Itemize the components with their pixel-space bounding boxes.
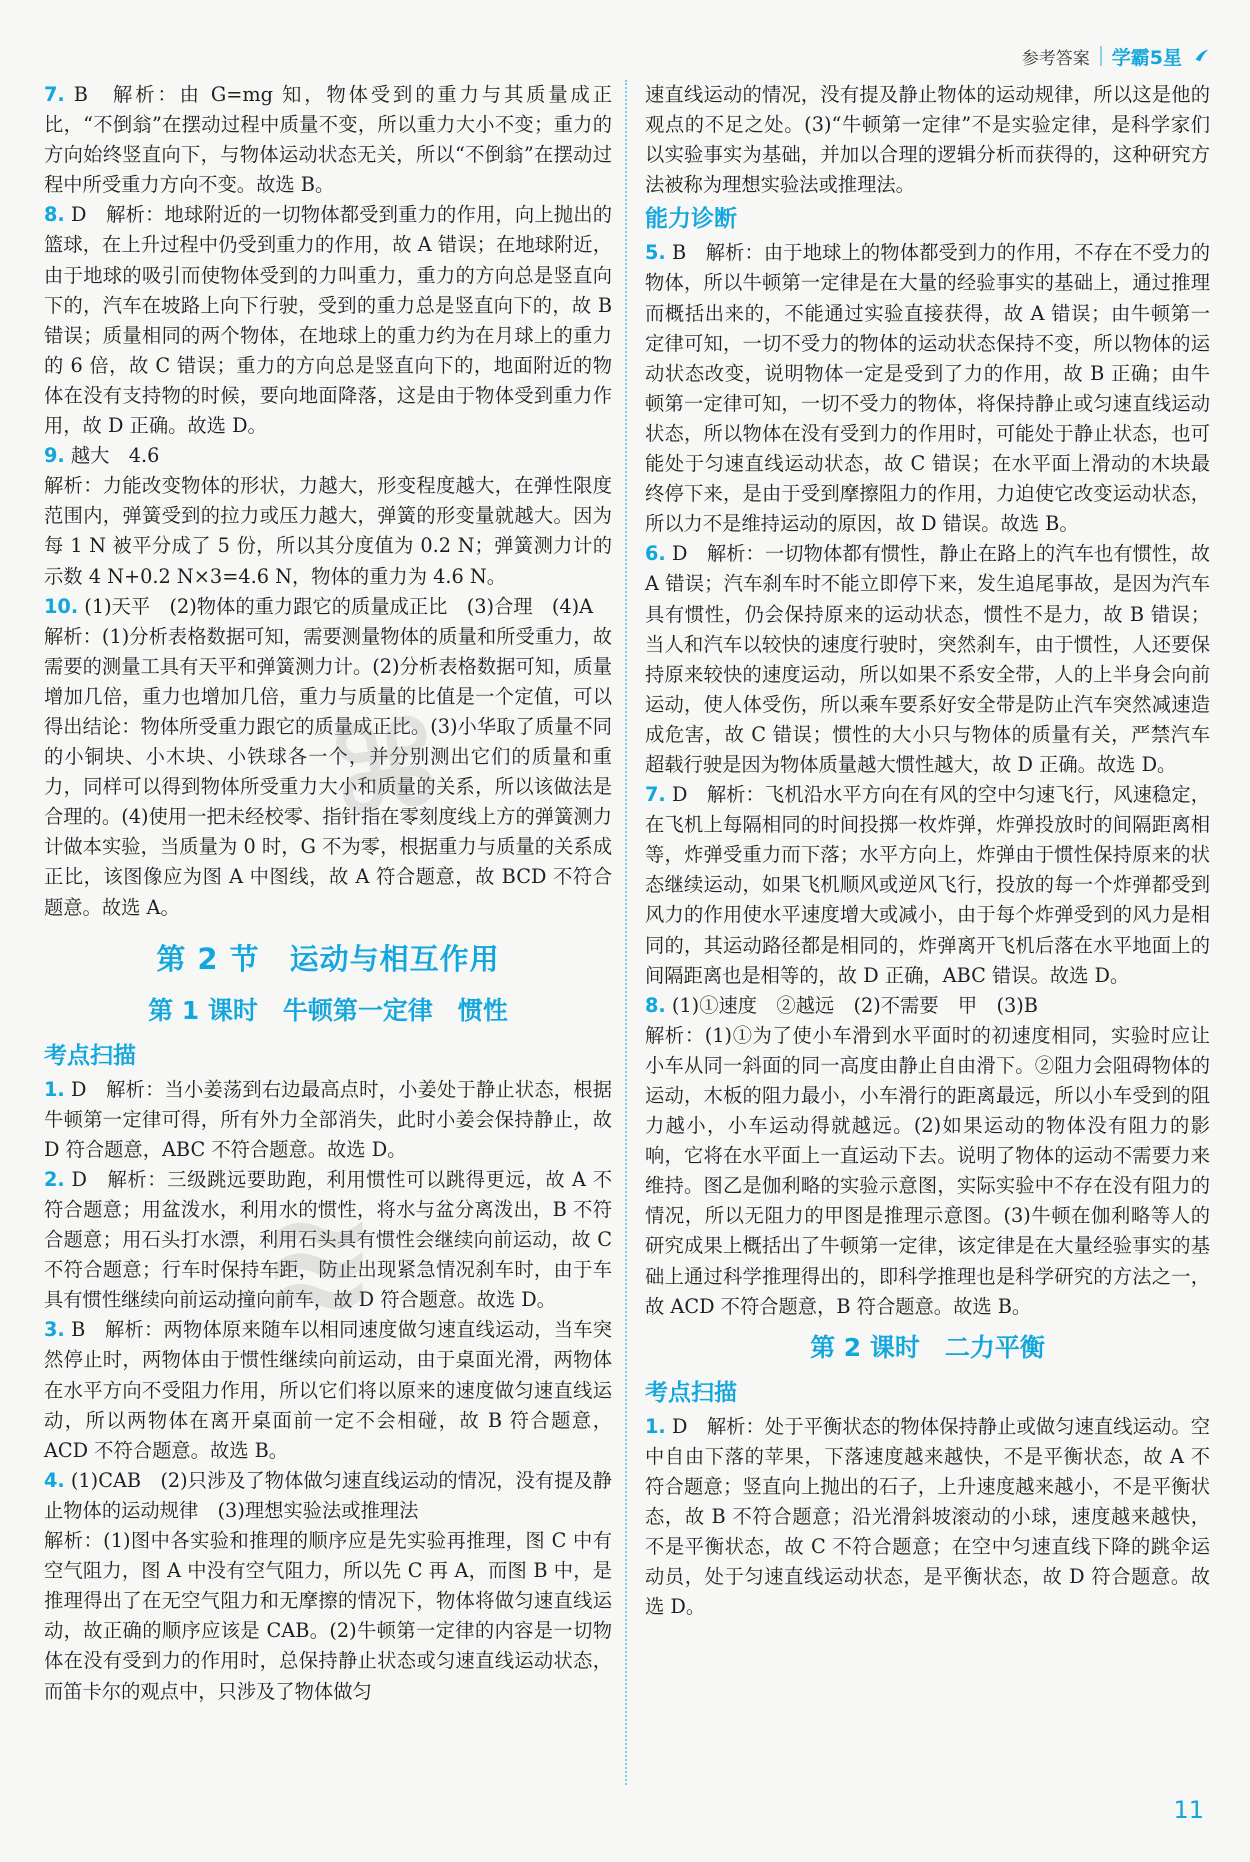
watermark-logo: ≋ — [260, 1180, 378, 1343]
answer-item — [645, 991, 1210, 1021]
answer-text: 速直线运动的情况，没有提及静止物体的运动规律，所以这是他的观点的不足之处。(3)“牛顿第一定律”不是实验定律，是科学家们以实验事实为基础，并加以合理的逻辑分析而获得的，这种研究方法被称为理想实验法或推理法。 — [645, 83, 1210, 197]
answer-item — [44, 1315, 612, 1465]
column-divider — [625, 80, 627, 1785]
page-number: 11 — [1173, 1796, 1204, 1824]
subheading-kaodian-1: 考点扫描 — [44, 1042, 136, 1069]
answer-text: 解析：(1)①为了使小车滑到水平面时的初速度相同，实验时应让小车从同一斜面的同一高度由静止自由滑下。②阻力会阻碍物体的运动，木板的阻力最小，小车滑行的距离最远，所以小车受到的阻力越小，小车运动得就越远。(2)如果运动的物体没有阻力的影响，它将在水平面上一直运动下去。说明了物体的运动不需要力来维持。图乙是伽利略的实验示意图，实际实验中不存在没有阻力的情况，所以无阻力的甲图是推理示意图。(3)牛顿在伽利略等人的研究成果上概括出了牛顿第一定律，该定律是在大量经验事实的基础上通过科学推理得出的，即科学推理也是科学研究的方法之一，故 ACD 不符合题意，B 符合题意。故选 B。 — [645, 1023, 1210, 1318]
answer-text: (1)CAB (2)只涉及了物体做匀速直线运动的情况，没有提及静止物体的运动规律 (3)理想实验法或推理法 — [44, 1468, 612, 1522]
question-number: 8. — [645, 993, 666, 1017]
question-number: 10. — [44, 594, 79, 618]
question-number: 7. — [645, 783, 666, 807]
answer-text: D 解析：处于平衡状态的物体保持静止或做匀速直线运动。空中自由下落的苹果，下落速度越来越快，不是平衡状态，故 A 不符合题意；竖直向上抛出的石子，上升速度越来越小，不是平衡状态，故 B 不符合题意；沿光滑斜坡滚动的小球，速度越来越快，不是平衡状态，故 C 不符合题意；在空中匀速直线下降的跳伞运动员，处于匀速直线运动状态，是平衡状态，故 D 符合题意。故选 D。 — [645, 1414, 1210, 1619]
question-number: 2. — [44, 1167, 65, 1191]
answer-item — [44, 80, 612, 200]
question-number: 7. — [44, 83, 65, 106]
answer-text: D 解析：三级跳远要助跑，利用惯性可以跳得更远，故 A 不符合题意；用盆泼水，利用水的惯性，将水与盆分离泼出，B 不符合题意；用石头打水漂，利用石头具有惯性会继续向前运动，故 C 不符合题意；行车时保持车距，防止出现紧急情况刹车时，由于车具有惯性继续向前运动撞向前车，故 D 符合题意。故选 D。 — [44, 1167, 612, 1312]
subheading-kaodian-2: 考点扫描 — [645, 1379, 737, 1406]
subheading-nengli: 能力诊断 — [645, 206, 737, 233]
section-title: 第 2 节 运动与相互作用 — [156, 941, 500, 976]
question-number: 1. — [44, 1077, 65, 1101]
answer-text: 解析：力能改变物体的形状，力越大，形变程度越大，在弹性限度范围内，弹簧受到的拉力或压力越大，弹簧的形变量就越大。因为每 1 N 被平分成了 5 份，所以其分度值为 0.2 N；弹簧测力计的示数 4 N+0.2 N×3=4.6 N，物体的重力为 4.6 N。 — [44, 474, 612, 588]
right-column — [645, 80, 1210, 1622]
explanation-text — [44, 471, 612, 591]
answer-text: 解析：(1)分析表格数据可知，需要测量物体的质量和所受重力，故需要的测量工具有天平和弹簧测力计。(2)分析表格数据可知，质量增加几倍，重力也增加几倍，重力与质量的比值是一个定值，可以得出结论：物体所受重力跟它的质量成正比。(3)小华取了质量不同的小铜块、小木块、小铁球各一个，并分别测出它们的质量和重力，同样可以得到物体所受重力大小和质量的关系，所以该做法是合理的。(4)使用一把未经校零、指针指在零刻度线上方的弹簧测力计做本实验，当质量为 0 时，G 不为零，根据重力与质量的关系成正比，该图像应为图 A 中图线，故 A 符合题意，故 BCD 不符合题意。故选 A。 — [44, 624, 612, 919]
answer-text: B 解析：两物体原来随车以相同速度做匀速直线运动，当车突然停止时，两物体由于惯性继续向前运动，由于桌面光滑，两物体在水平方向不受阻力作用，所以它们将以原来的速度做匀速直线运动，所以两物体在离开桌面前一定不会相碰，故 B 符合题意，ACD 不符合题意。故选 B。 — [44, 1318, 612, 1462]
answer-text: B 解析：由于地球上的物体都受到力的作用，不存在不受力的物体，所以牛顿第一定律是在大量的经验事实的基础上，通过推理而概括出来的，不能通过实验直接获得，故 A 错误；由牛顿第一定律可知，一切不受力的物体的运动状态保持不变，所以物体的运动状态改变，说明物体一定是受到了力的作用，故 B 正确；由牛顿第一定律可知，一切不受力的物体，将保持静止或匀速直线运动状态，所以物体在没有受到力的作用时，可能处于静止状态，也可能处于匀速直线运动状态，故 C 错误；在水平面上滑动的木块最终停下来，是由于受到摩擦阻力的作用，力迫使它改变运动状态，所以力不是维持运动的原因，故 D 错误。故选 B。 — [645, 241, 1210, 536]
left-column — [44, 80, 612, 1707]
header-divider — [1100, 46, 1102, 66]
answer-item — [44, 1075, 612, 1165]
answer-item — [44, 1466, 612, 1526]
answer-item — [44, 1165, 612, 1315]
question-number: 1. — [645, 1414, 666, 1438]
left-answer-group-2 — [44, 1075, 612, 1707]
question-number: 8. — [44, 203, 65, 227]
brand-star-icon — [1192, 47, 1210, 65]
answer-text: D 解析：地球附近的一切物体都受到重力的作用，向上抛出的篮球，在上升过程中仍受到重力的作用，故 A 错误；在地球附近，由于地球的吸引而使物体受到的力叫重力，重力的方向总是竖直向下的，汽车在坡路上向下行驶，受到的重力总是竖直向下的，故 B 错误；质量相同的两个物体，在地球上的重力约为在月球上的重力的 6 倍，故 C 错误；重力的方向总是竖直向下的，地面附近的物体在没有支持物的时候，要向地面降落，这是由于物体受到重力作用，故 D 正确。故选 D。 — [44, 203, 612, 438]
explanation-text — [645, 1021, 1210, 1322]
answer-text: D 解析：当小姜荡到右边最高点时，小姜处于静止状态，根据牛顿第一定律可得，所有外力全部消失，此时小姜会保持静止，故 D 符合题意，ABC 不符合题意。故选 D。 — [44, 1077, 612, 1161]
watermark-logo: ⌘ — [320, 692, 451, 847]
right-answer-group-2 — [645, 238, 1210, 1321]
answer-item — [645, 1412, 1210, 1623]
answer-item — [44, 592, 612, 622]
answer-item — [44, 441, 612, 471]
answer-item — [44, 200, 612, 441]
answer-text: 解析：(1)图中各实验和推理的顺序应是先实验再推理，图 C 中有空气阻力，图 A 中没有空气阻力，所以先 C 再 A，而图 B 中，是推理得出了在无空气阻力和无摩擦的情况下，物体将做匀速直线运动，故正确的顺序应该是 CAB。(2)牛顿第一定律的内容是一切物体在没有受到力的作用时，总保持静止状态或匀速直线运动状态，而笛卡尔的观点中，只涉及了物体做匀 — [44, 1529, 612, 1703]
answer-text: 越大 4.6 — [64, 444, 160, 468]
answer-text: (1)①速度 ②越远 (2)不需要 甲 (3)B — [665, 993, 1038, 1017]
right-answer-group-3 — [645, 1412, 1210, 1623]
question-number: 6. — [645, 542, 666, 566]
answer-item — [645, 539, 1210, 780]
answer-item — [645, 780, 1210, 991]
question-number: 9. — [44, 444, 65, 468]
header-label: 参考答案 — [1021, 48, 1090, 69]
brand-logo: 学霸5星 — [1111, 46, 1182, 69]
question-number: 5. — [645, 241, 666, 265]
page-header — [1022, 38, 1210, 74]
answer-text: B 解析：由 G=mg 知，物体受到的重力与其质量成正比，“不倒翁”在摆动过程中质量不变，所以重力大小不变；重力的方向始终竖直向下，与物体运动状态无关，所以“不倒翁”在摆动过程中所受重力方向不变。故选 B。 — [44, 83, 612, 197]
lesson-title-1: 第 1 课时 牛顿第一定律 惯性 — [148, 995, 508, 1025]
explanation-text — [44, 622, 612, 923]
question-number: 3. — [44, 1318, 65, 1342]
question-number: 4. — [44, 1468, 65, 1492]
answer-item — [645, 238, 1210, 539]
answer-text: D 解析：飞机沿水平方向在有风的空中匀速飞行，风速稳定，在飞机上每隔相同的时间投掷一枚炸弹，炸弹投放时的间隔距离相等，炸弹受重力而下落；水平方向上，炸弹由于惯性保持原来的状态继续运动，如果飞机顺风或逆风飞行，投放的每一个炸弹都受到风力的作用使水平速度增大或减小，由于每个炸弹受到的风力是相同的，其运动路径都是相同的，炸弹离开飞机后落在水平地面上的间隔距离也是相等的，故 D 正确，ABC 错误。故选 D。 — [645, 783, 1210, 987]
answer-text: (1)天平 (2)物体的重力跟它的质量成正比 (3)合理 (4)A — [78, 594, 594, 618]
explanation-text — [645, 80, 1210, 200]
right-answer-group-1 — [645, 80, 1210, 200]
lesson-title-2: 第 2 课时 二力平衡 — [810, 1332, 1045, 1362]
explanation-text — [44, 1526, 612, 1707]
answer-text: D 解析：一切物体都有惯性，静止在路上的汽车也有惯性，故 A 错误；汽车刹车时不能立即停下来，发生追尾事故，是因为汽车具有惯性，仍会保持原来的运动状态，惯性不是力，故 B 错误；当人和汽车以较快的速度行驶时，突然刹车，由于惯性，人还要保持原来较快的速度运动，所以如果不系安全带，人的上半身会向前运动，使人体受伤，所以乘车要系好安全带是防止汽车突然减速造成危害，故 C 错误；惯性的大小只与物体的质量有关，严禁汽车超载行驶是因为物体质量越大惯性越大，故 D 正确。故选 D。 — [645, 542, 1210, 776]
left-answer-group-1 — [44, 80, 612, 923]
